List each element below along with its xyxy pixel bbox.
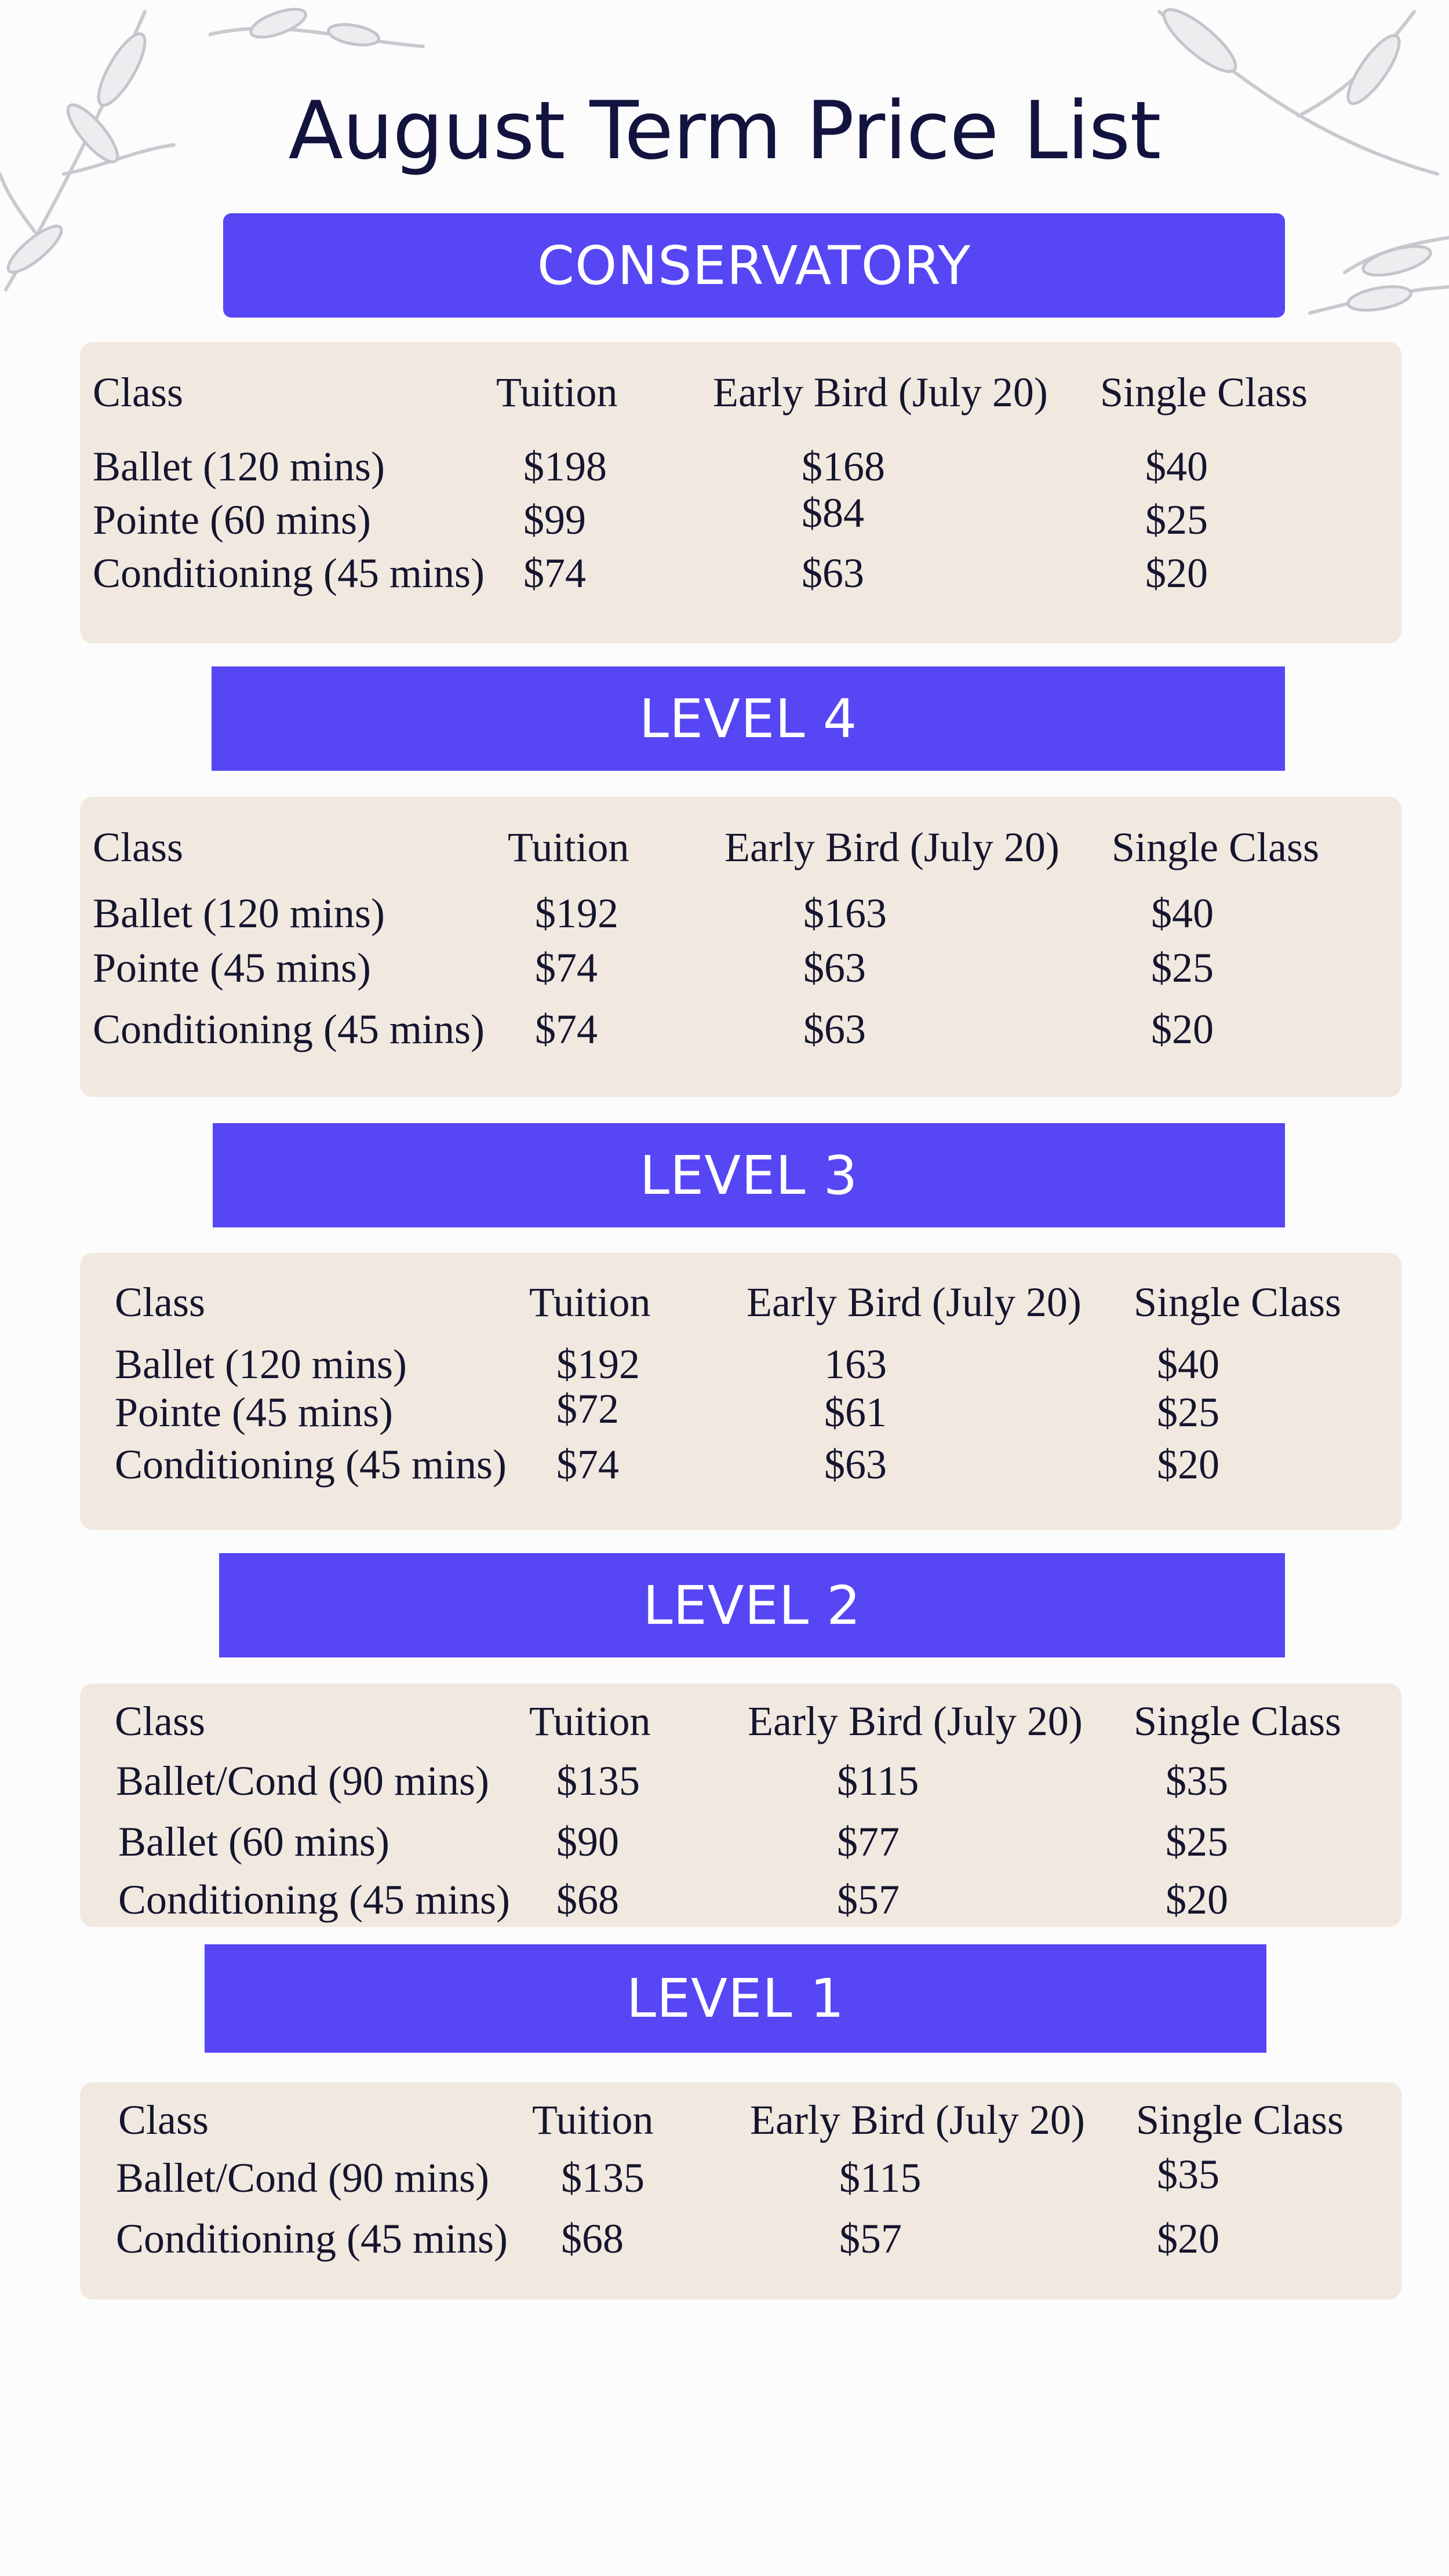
table-header-row xyxy=(80,1276,1401,1328)
class-name: Ballet (60 mins) xyxy=(118,1819,389,1865)
early-bird-price: $61 xyxy=(824,1389,887,1435)
class-name: Conditioning (45 mins) xyxy=(115,1441,507,1488)
table-header-row xyxy=(80,366,1401,418)
early-bird-price: 163 xyxy=(824,1341,887,1387)
header-single-class: Single Class xyxy=(1136,2097,1344,2143)
class-name: Pointe (60 mins) xyxy=(93,497,371,543)
early-bird-price: $63 xyxy=(803,945,866,991)
header-tuition: Tuition xyxy=(532,2097,654,2143)
header-early-bird: Early Bird (July 20) xyxy=(713,369,1048,416)
header-class: Class xyxy=(118,2097,209,2143)
header-early-bird: Early Bird (July 20) xyxy=(750,2097,1085,2143)
early-bird-price: $63 xyxy=(803,1006,866,1052)
table-row xyxy=(80,1003,1401,1055)
price-table-level-1 xyxy=(80,2082,1401,2300)
price-table-level-3 xyxy=(80,1253,1401,1530)
table-row xyxy=(80,1338,1401,1390)
class-name: Ballet (120 mins) xyxy=(115,1341,407,1387)
tuition-price: $74 xyxy=(523,550,586,596)
tuition-price: $192 xyxy=(556,1341,640,1387)
class-name: Ballet (120 mins) xyxy=(93,890,385,937)
class-name: Ballet/Cond (90 mins) xyxy=(116,1758,489,1804)
table-row xyxy=(80,942,1401,994)
early-bird-price: $84 xyxy=(802,490,864,536)
tuition-price: $135 xyxy=(561,2155,645,2201)
single-class-price: $40 xyxy=(1157,1341,1219,1387)
price-table-level-4 xyxy=(80,797,1401,1097)
single-class-price: $35 xyxy=(1157,2151,1219,2198)
table-row xyxy=(80,490,1401,546)
single-class-price: $20 xyxy=(1157,1441,1219,1488)
tuition-price: $192 xyxy=(535,890,618,937)
class-name: Pointe (45 mins) xyxy=(93,945,371,991)
section-banner-conservatory: CONSERVATORY xyxy=(223,213,1285,318)
tuition-price: $135 xyxy=(556,1758,640,1804)
price-table-conservatory xyxy=(80,342,1401,643)
single-class-price: $35 xyxy=(1166,1758,1228,1804)
table-row xyxy=(80,887,1401,939)
section-banner-level-2: LEVEL 2 xyxy=(219,1553,1285,1657)
table-row xyxy=(80,1438,1401,1491)
tuition-price: $68 xyxy=(561,2216,624,2262)
header-single-class: Single Class xyxy=(1112,824,1320,870)
section-banner-level-4: LEVEL 4 xyxy=(212,666,1285,771)
single-class-price: $25 xyxy=(1145,497,1208,543)
leaf-branch-top-icon xyxy=(209,0,429,81)
table-row xyxy=(80,1755,1401,1807)
single-class-price: $40 xyxy=(1145,443,1208,490)
header-class: Class xyxy=(93,824,184,870)
tuition-price: $90 xyxy=(556,1819,619,1865)
section-banner-level-1: LEVEL 1 xyxy=(205,1944,1266,2053)
single-class-price: $40 xyxy=(1151,890,1214,937)
table-row xyxy=(80,2213,1401,2265)
single-class-price: $25 xyxy=(1157,1389,1219,1435)
single-class-price: $20 xyxy=(1151,1006,1214,1052)
class-name: Ballet (120 mins) xyxy=(93,443,385,490)
header-early-bird: Early Bird (July 20) xyxy=(724,824,1060,870)
tuition-price: $74 xyxy=(535,945,598,991)
class-name: Conditioning (45 mins) xyxy=(93,550,485,596)
header-single-class: Single Class xyxy=(1134,1279,1342,1325)
header-tuition: Tuition xyxy=(496,369,618,416)
class-name: Pointe (45 mins) xyxy=(115,1389,393,1435)
tuition-price: $72 xyxy=(556,1386,619,1432)
table-row xyxy=(80,2152,1401,2204)
early-bird-price: $63 xyxy=(824,1441,887,1488)
table-header-row xyxy=(80,821,1401,873)
header-class: Class xyxy=(115,1279,206,1325)
table-row xyxy=(80,547,1401,599)
table-row xyxy=(80,1386,1401,1438)
table-row xyxy=(80,1816,1401,1868)
early-bird-price: $57 xyxy=(837,1877,900,1923)
class-name: Ballet/Cond (90 mins) xyxy=(116,2155,489,2201)
single-class-price: $25 xyxy=(1151,945,1214,991)
class-name: Conditioning (45 mins) xyxy=(93,1006,485,1052)
header-tuition: Tuition xyxy=(529,1698,651,1744)
tuition-price: $74 xyxy=(535,1006,598,1052)
early-bird-price: $63 xyxy=(802,550,864,596)
price-table-level-2 xyxy=(80,1684,1401,1927)
table-row xyxy=(80,1874,1401,1926)
table-header-row xyxy=(80,1695,1401,1747)
single-class-price: $25 xyxy=(1166,1819,1228,1865)
early-bird-price: $57 xyxy=(839,2216,902,2262)
section-banner-level-3: LEVEL 3 xyxy=(213,1123,1285,1227)
early-bird-price: $163 xyxy=(803,890,887,937)
header-single-class: Single Class xyxy=(1100,369,1308,416)
header-class: Class xyxy=(115,1698,206,1744)
table-row xyxy=(80,440,1401,493)
header-early-bird: Early Bird (July 20) xyxy=(747,1279,1082,1325)
early-bird-price: $115 xyxy=(837,1758,919,1804)
header-single-class: Single Class xyxy=(1134,1698,1342,1744)
header-class: Class xyxy=(93,369,184,416)
single-class-price: $20 xyxy=(1166,1877,1228,1923)
single-class-price: $20 xyxy=(1157,2216,1219,2262)
tuition-price: $74 xyxy=(556,1441,619,1488)
class-name: Conditioning (45 mins) xyxy=(118,1877,511,1923)
early-bird-price: $168 xyxy=(802,443,885,490)
single-class-price: $20 xyxy=(1145,550,1208,596)
tuition-price: $99 xyxy=(523,497,586,543)
header-tuition: Tuition xyxy=(508,824,629,870)
early-bird-price: $115 xyxy=(839,2155,922,2201)
early-bird-price: $77 xyxy=(837,1819,900,1865)
tuition-price: $68 xyxy=(556,1877,619,1923)
header-early-bird: Early Bird (July 20) xyxy=(748,1698,1083,1744)
tuition-price: $198 xyxy=(523,443,607,490)
header-tuition: Tuition xyxy=(529,1279,651,1325)
table-header-row xyxy=(80,2094,1401,2146)
page-title: August Term Price List xyxy=(288,84,1161,177)
class-name: Conditioning (45 mins) xyxy=(116,2216,508,2262)
